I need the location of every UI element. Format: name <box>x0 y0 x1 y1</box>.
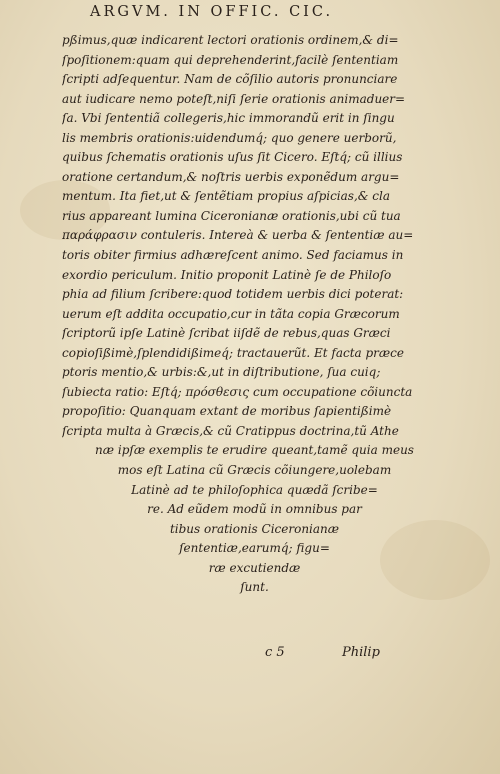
text-line: ſunt. <box>240 580 269 595</box>
text-line: ſcripta multa à Græcis,& cũ Cratippus doctrina,tũ Athe <box>62 423 399 438</box>
text-line: mos eſt Latina cũ Græcis cõiungere,uolebam <box>117 463 392 478</box>
text-line: uerum eſt addita occupatio,cur in tãta copia Græcorum <box>62 306 400 321</box>
text-line: lis membris orationis:uidendumq́; quo genere uerborũ, <box>62 130 397 145</box>
text-line: ſcripti adſequentur. Nam de cõſilio autoris pronunciare <box>62 72 398 87</box>
text-line: tibus orationis Ciceronianæ <box>169 521 340 536</box>
text-line: ſpoſitionem:quam qui deprehenderint,facilè ſententiam <box>62 52 399 67</box>
signature-mark: c 5 <box>265 645 285 660</box>
text-line: ſententiæ,earumq́; figu= <box>179 541 330 556</box>
text-line: ſa. Vbi ſententiã collegeris,hic immorandũ erit in ſingu <box>62 111 395 126</box>
body-text <box>62 31 447 598</box>
text-line: pßimus,quæ indicarent lectori orationis ordinem,& di= <box>62 33 399 47</box>
text-line: phia ad filium ſcribere:quod totidem uerbis dici poterat: <box>62 287 404 302</box>
text-line: næ ipſæ exemplis te erudire queant,tamẽ quia meus <box>95 443 414 458</box>
text-line: mentum. Ita fiet,ut & ſentẽtiam propius aſpicias,& cla <box>62 189 390 204</box>
text-line: re. Ad eũdem modũ in omnibus par <box>147 502 362 517</box>
text-line: oratione certandum,& noſtris uerbis exponẽdum argu= <box>62 169 400 184</box>
text-line: ſubiecta ratio: Eſtq́; πρόσθεσις cum occupatione cõiuncta <box>62 384 413 399</box>
text-line: toris obiter firmius adhæreſcent animo. Sed faciamus in <box>62 248 404 263</box>
text-line: aut iudicare nemo poteſt,niſi ſerie orationis animaduer= <box>62 91 406 106</box>
text-line: Latinè ad te philoſophica quædã ſcribe= <box>131 482 378 497</box>
catchword: Philip <box>342 645 380 660</box>
text-line: ptoris mentio,& urbis:&,ut in diſtributione, ſua cuiq; <box>62 365 381 380</box>
text-line: propoſitio: Quanquam extant de moribus ſapientißimè <box>62 404 392 419</box>
text-line: ræ excutiendæ <box>208 560 301 575</box>
text-line: παράφρασιν contuleris. Intereà & uerba & ſententiæ au= <box>62 228 414 243</box>
text-line: quibus ſchematis orationis uſus ſit Cicero. Eſtq́; cũ illius <box>62 150 403 165</box>
text-line: exordio periculum. Initio proponit Latinè ſe de Philoſo <box>62 267 392 282</box>
text-line: copioſißimè,ſplendidißimeq́; tractauerũt. Et facta præce <box>62 345 404 360</box>
running-header: ARGVM. IN OFFIC. CIC. <box>90 4 334 20</box>
text-line: rius appareant lumina Ciceronianæ orationis,ubi cũ tua <box>62 208 401 223</box>
text-line: ſcriptorũ ipſe Latinè ſcribat iiſdẽ de rebus,quas Græci <box>62 326 391 341</box>
